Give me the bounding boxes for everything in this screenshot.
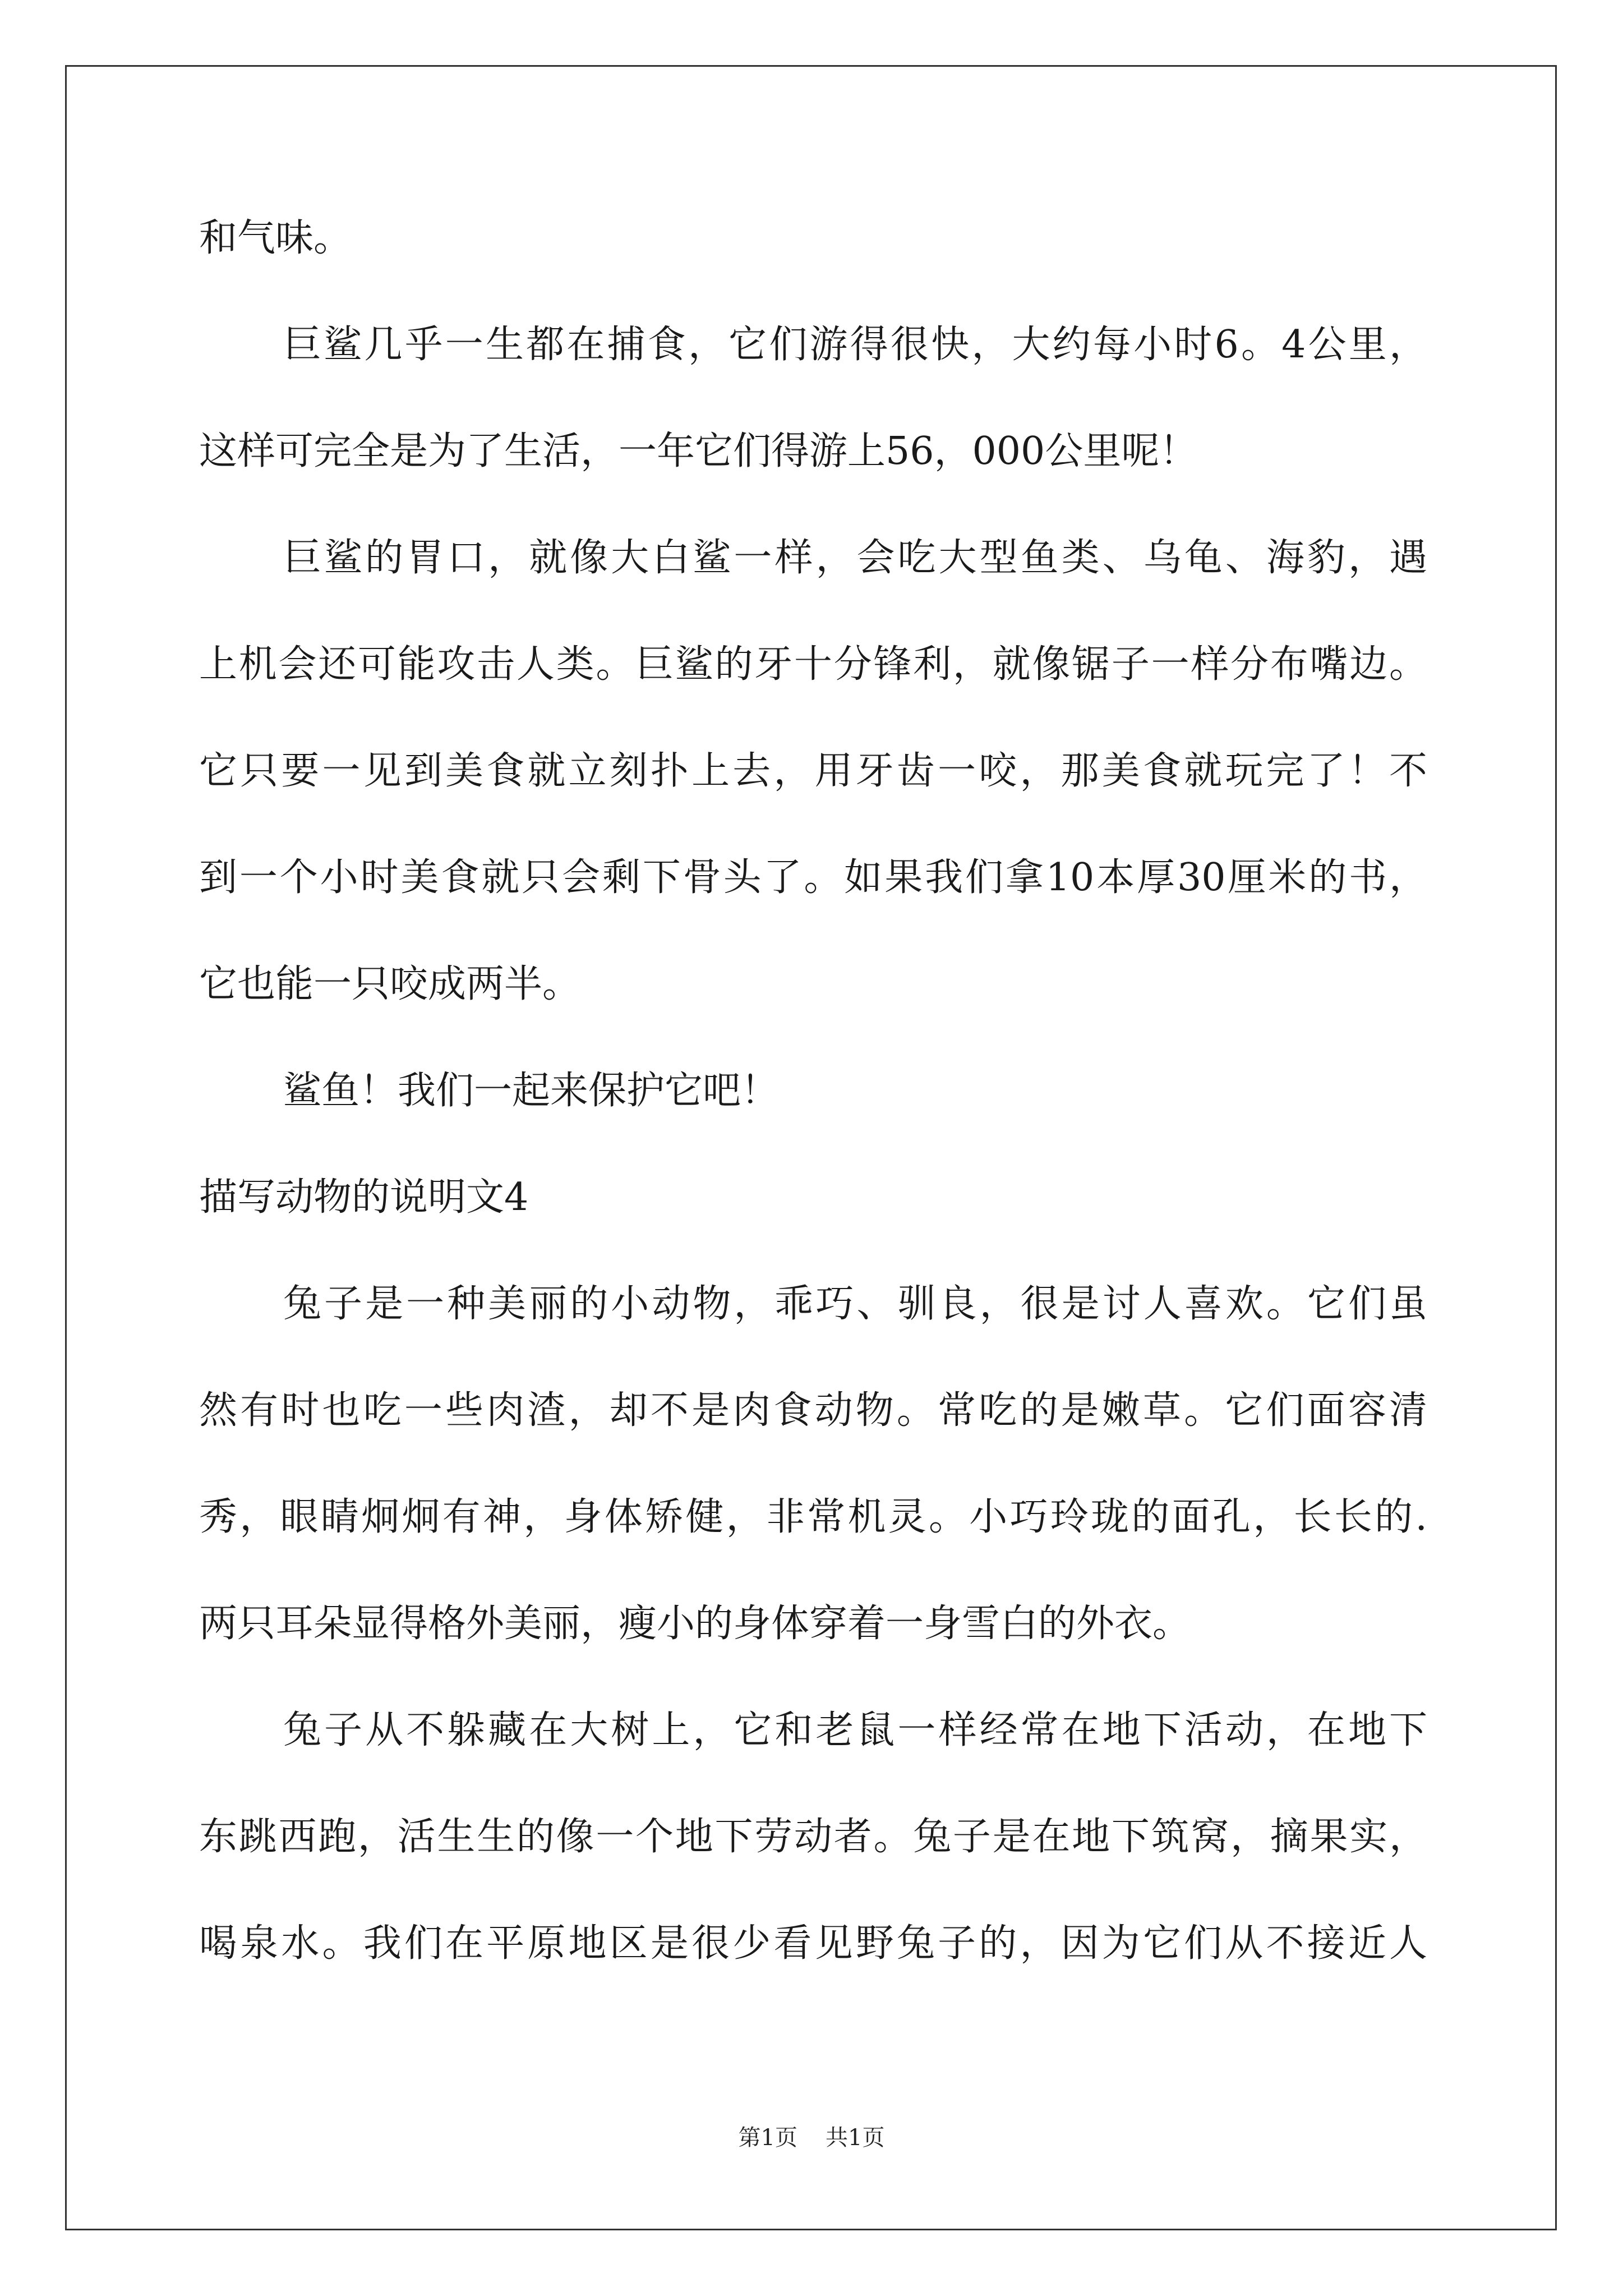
text-line: 到一个小时美食就只会剩下骨头了。如果我们拿10本厚30厘米的书，	[199, 855, 1427, 900]
section-heading: 描写动物的说明文4	[199, 1175, 529, 1220]
text-line: 然有时也吃一些肉渣，却不是肉食动物。常吃的是嫩草。它们面容清	[199, 1388, 1427, 1433]
page-number: 第1页	[738, 2125, 797, 2151]
text-line: 兔子是一种美丽的小动物，乖巧、驯良，很是讨人喜欢。它们虽	[283, 1282, 1427, 1326]
text-line: 两只耳朵显得格外美丽，瘦小的身体穿着一身雪白的外衣。	[199, 1602, 1191, 1646]
text-line: 鲨鱼！我们一起来保护它吧！	[283, 1069, 780, 1113]
page-footer	[0, 2124, 1623, 2152]
text-line: 这样可完全是为了生活，一年它们得游上56，000公里呢！	[199, 429, 1198, 473]
text-line: 东跳西跑，活生生的像一个地下劳动者。兔子是在地下筑窝，摘果实，	[199, 1815, 1427, 1859]
text-line: 它只要一见到美食就立刻扑上去，用牙齿一咬，那美食就玩完了！不	[199, 749, 1427, 793]
text-line: 上机会还可能攻击人类。巨鲨的牙十分锋利，就像锯子一样分布嘴边。	[199, 642, 1427, 687]
text-line: 兔子从不躲藏在大树上，它和老鼠一样经常在地下活动，在地下	[283, 1708, 1427, 1752]
page-total: 共1页	[826, 2125, 885, 2151]
document-body	[199, 185, 1427, 1997]
text-line: 它也能一只咬成两半。	[199, 962, 581, 1006]
text-line: 喝泉水。我们在平原地区是很少看见野兔子的，因为它们从不接近人	[199, 1921, 1427, 1966]
text-line: 和气味。	[199, 216, 352, 260]
text-line: 巨鲨几乎一生都在捕食，它们游得很快，大约每小时6。4公里，	[283, 323, 1427, 367]
text-line: 秀，眼睛炯炯有神，身体矫健，非常机灵。小巧玲珑的面孔，长长的.	[199, 1495, 1427, 1539]
text-line: 巨鲨的胃口，就像大白鲨一样，会吃大型鱼类、乌龟、海豹，遇	[283, 536, 1427, 580]
